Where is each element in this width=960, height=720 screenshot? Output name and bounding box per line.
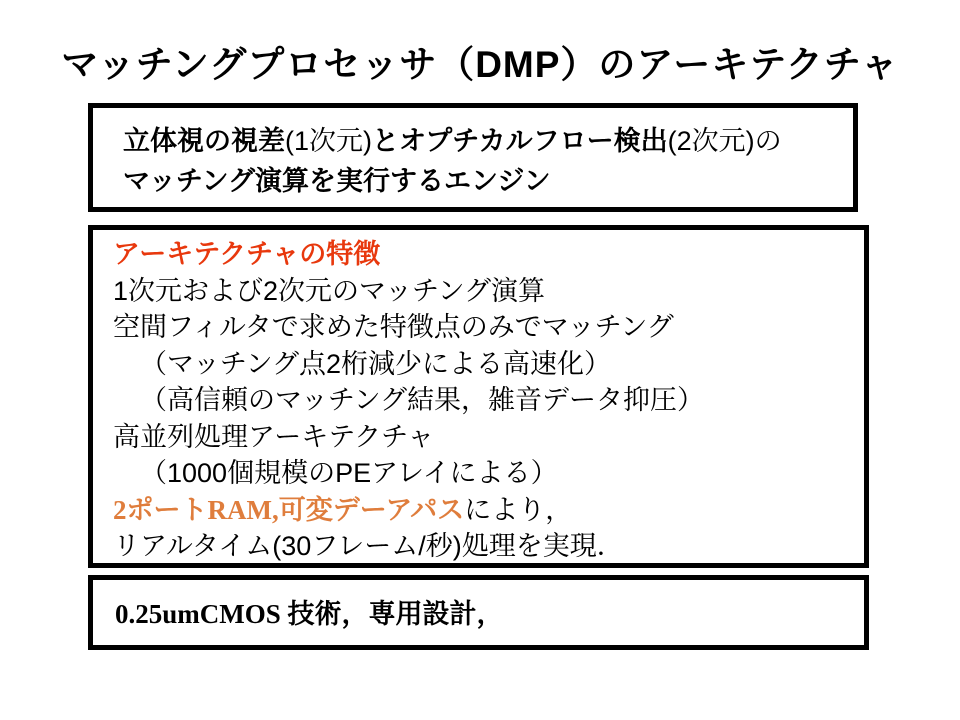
feature-ram-rest: により， (464, 494, 573, 525)
feature-line-realtime: リアルタイム(30フレーム/秒)処理を実現． (113, 531, 624, 561)
summary-line-1 (123, 121, 843, 161)
feature-line-parallel: 高並列処理アーキテクチャ (113, 421, 435, 452)
tech-design-segment: 技術，専用設計， (287, 599, 504, 629)
summary-seg-light-2: (2次元)の (667, 126, 782, 156)
feature-line-ram (113, 492, 854, 529)
feature-line-paren-noise: （高信頼のマッチング結果，雑音データ抑圧） (140, 385, 705, 415)
slide-title: マッチングプロセッサ（DMP）のアーキテクチャ (61, 44, 899, 85)
feature-line-paren-pe: （1000個規模のPEアレイによる） (140, 458, 558, 488)
feature-line-paren-speed: （マッチング点2桁減少による高速化） (140, 348, 612, 379)
features-box (88, 225, 869, 568)
feature-line-filter: 空間フィルタで求めた特徴点のみでマッチング (113, 312, 674, 342)
feature-line-1d2d: 1次元および2次元のマッチング演算 (113, 275, 546, 306)
tech-process-segment: 0.25umCMOS (115, 599, 288, 629)
feature-ram-highlight: 2ポートRAM,可変デーアパス (113, 494, 465, 525)
summary-seg-bold-1: 立体視の視差 (123, 126, 285, 156)
summary-seg-light-1: (1次元) (285, 126, 372, 156)
tech-box (88, 575, 869, 650)
features-heading: アーキテクチャの特徴 (113, 239, 381, 269)
summary-seg-bold-2: とオプチカルフロー検出 (372, 126, 668, 156)
summary-line-2: マッチング演算を実行するエンジン (123, 166, 551, 196)
summary-box (88, 103, 858, 212)
